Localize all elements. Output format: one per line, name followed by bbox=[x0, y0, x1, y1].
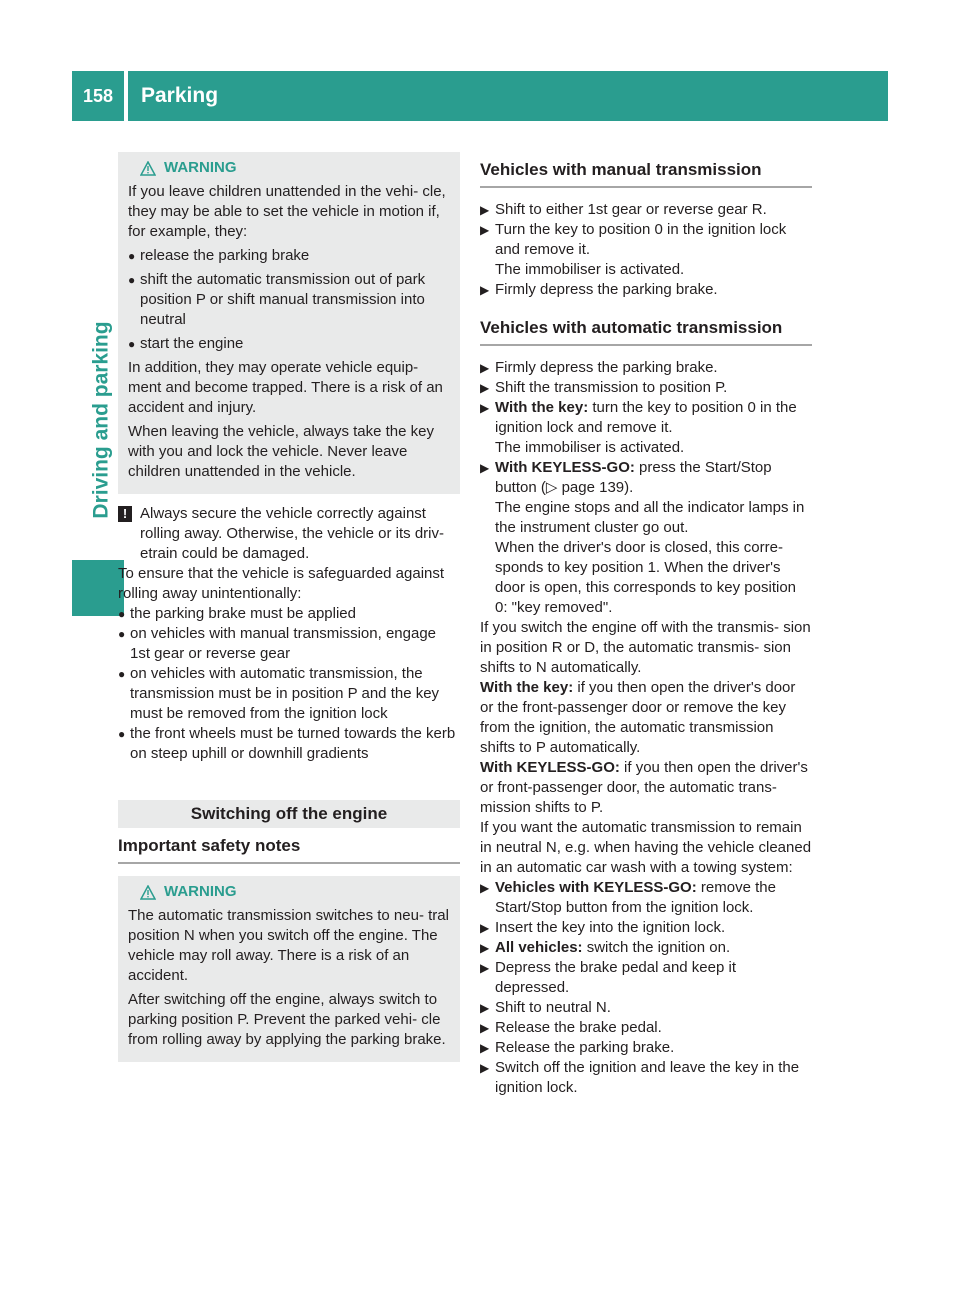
bullet-dot-icon: ● bbox=[118, 727, 126, 741]
arrow-step-icon: ▶ bbox=[480, 361, 490, 375]
list-item-text: on vehicles with automatic transmission, the transmission must be in position P and the key must be removed from the ignition lock bbox=[130, 665, 440, 722]
arrow-step-icon: ▶ bbox=[480, 461, 490, 475]
step-text: Switch off the ignition and leave the key in the ignition lock. bbox=[495, 1059, 800, 1096]
step-text: Firmly depress the parking brake. bbox=[495, 359, 718, 376]
step-item bbox=[480, 1018, 812, 1038]
step-item bbox=[480, 220, 812, 280]
arrow-step-icon: ▶ bbox=[480, 283, 490, 297]
list-item-text: shift the automatic transmission out of park position P or shift manual transmission into neutral bbox=[140, 271, 426, 328]
side-tab-block bbox=[72, 560, 124, 616]
step-lead: Vehicles with KEYLESS-GO: bbox=[495, 879, 697, 896]
step-lead: With the key: bbox=[495, 399, 589, 416]
arrow-step-icon: ▶ bbox=[480, 381, 490, 395]
warning-triangle-icon bbox=[140, 885, 156, 900]
note-rolling-away bbox=[118, 504, 460, 564]
arrow-step-icon: ▶ bbox=[480, 401, 490, 415]
bullet-dot-icon: ● bbox=[118, 667, 126, 681]
paragraph: If you switch the engine off with the transmis- sion in position R or D, the automatic transmis- sion shifts to N automatically. bbox=[480, 619, 811, 676]
step-item bbox=[480, 398, 812, 458]
paragraph-lead: With the key: bbox=[480, 679, 574, 696]
step-item bbox=[480, 458, 812, 618]
arrow-step-icon: ▶ bbox=[480, 941, 490, 955]
step-item bbox=[480, 918, 812, 938]
step-text: Shift to either 1st gear or reverse gear R. bbox=[495, 201, 767, 218]
list-item-text: the parking brake must be applied bbox=[130, 605, 356, 622]
list-item-text: the front wheels must be turned towards the kerb on steep uphill or downhill gradients bbox=[130, 725, 456, 762]
paragraph-text: if you then open the driver's door or the front-passenger door or remove the key from the ignition, the automatic transmission shifts to P automatically. bbox=[480, 679, 796, 756]
step-item bbox=[480, 938, 812, 958]
step-item bbox=[480, 378, 812, 398]
subheading: Important safety notes bbox=[118, 828, 460, 864]
paragraph bbox=[480, 678, 812, 758]
arrow-step-icon: ▶ bbox=[480, 1021, 490, 1035]
step-text: Release the brake pedal. bbox=[495, 1019, 662, 1036]
warning-triangle-icon bbox=[140, 161, 156, 176]
step-item bbox=[480, 998, 812, 1018]
arrow-step-icon: ▶ bbox=[480, 203, 490, 217]
left-column bbox=[118, 152, 460, 1062]
warning-header bbox=[140, 882, 450, 902]
step-item bbox=[480, 280, 812, 300]
arrow-step-icon: ▶ bbox=[480, 1041, 490, 1055]
step-text: Shift to neutral N. bbox=[495, 999, 611, 1016]
step-text: Shift the transmission to position P. bbox=[495, 379, 728, 396]
page-number: 158 bbox=[82, 85, 114, 106]
step-result: The immobiliser is activated. bbox=[495, 439, 685, 456]
list-item bbox=[118, 664, 460, 724]
list-item bbox=[128, 246, 450, 266]
warning-title: WARNING bbox=[164, 883, 237, 900]
paragraph-lead: With KEYLESS-GO: bbox=[480, 759, 620, 776]
header-divider bbox=[124, 71, 128, 121]
step-text: turn the key to position 0 in the ignition lock and remove it. bbox=[495, 399, 797, 436]
list-item bbox=[118, 624, 460, 664]
warning-paragraph: When leaving the vehicle, always take the key with you and lock the vehicle. Never leave children unattended in the vehicle. bbox=[128, 423, 434, 480]
page-title: Parking bbox=[141, 84, 219, 107]
arrow-step-icon: ▶ bbox=[480, 223, 490, 237]
step-text: Firmly depress the parking brake. bbox=[495, 281, 718, 298]
step-text: press the Start/Stop button (▷ page 139). bbox=[495, 459, 772, 496]
note-text: Always secure the vehicle correctly against rolling away. Otherwise, the vehicle or its driv- etrain could be damaged. bbox=[140, 505, 444, 562]
step-item bbox=[480, 1058, 812, 1098]
arrow-step-icon: ▶ bbox=[480, 881, 490, 895]
exclamation-icon: ! bbox=[118, 506, 132, 522]
section-title: Switching off the engine bbox=[118, 800, 460, 828]
warning-paragraph: After switching off the engine, always switch to parking position P. Prevent the parked vehi- cle from rolling away by applying the parking brake. bbox=[128, 991, 446, 1048]
list-item-text: on vehicles with manual transmission, engage 1st gear or reverse gear bbox=[130, 625, 436, 662]
bullet-dot-icon: ● bbox=[118, 607, 126, 621]
step-item bbox=[480, 958, 812, 998]
arrow-step-icon: ▶ bbox=[480, 921, 490, 935]
bullet-dot-icon: ● bbox=[128, 273, 136, 287]
arrow-step-icon: ▶ bbox=[480, 1001, 490, 1015]
step-text: switch the ignition on. bbox=[586, 939, 731, 956]
intro-paragraph: To ensure that the vehicle is safeguarded against rolling away unintentionally: bbox=[118, 565, 445, 602]
step-item bbox=[480, 358, 812, 378]
step-text: Depress the brake pedal and keep it depressed. bbox=[495, 959, 736, 996]
step-text: Release the parking brake. bbox=[495, 1039, 675, 1056]
bullet-dot-icon: ● bbox=[128, 249, 136, 263]
warning-header bbox=[140, 158, 450, 178]
list-item bbox=[128, 334, 450, 354]
paragraph-text: if you then open the driver's or front-passenger door, the automatic trans- mission shifts to P. bbox=[480, 759, 808, 816]
arrow-step-icon: ▶ bbox=[480, 961, 490, 975]
list-item-text: release the parking brake bbox=[140, 247, 310, 264]
paragraph: If you want the automatic transmission to remain in neutral N, e.g. when having the vehicle cleaned in an automatic car wash with a towing system: bbox=[480, 819, 812, 876]
arrow-step-icon: ▶ bbox=[480, 1061, 490, 1075]
warning-box-children bbox=[118, 152, 460, 494]
right-column bbox=[480, 152, 812, 1098]
list-item-text: start the engine bbox=[140, 335, 244, 352]
side-section-label-text: Driving and parking bbox=[90, 321, 114, 519]
list-item bbox=[128, 270, 450, 330]
step-item bbox=[480, 1038, 812, 1058]
heading-automatic-transmission: Vehicles with automatic transmission bbox=[480, 310, 812, 346]
warning-title: WARNING bbox=[164, 159, 237, 176]
step-text: remove the Start/Stop button from the ignition lock. bbox=[495, 879, 776, 916]
list-item bbox=[118, 604, 460, 624]
step-lead: With KEYLESS-GO: bbox=[495, 459, 635, 476]
step-item bbox=[480, 200, 812, 220]
paragraph bbox=[480, 758, 812, 818]
step-result: The immobiliser is activated. bbox=[495, 261, 685, 278]
step-text: Insert the key into the ignition lock. bbox=[495, 919, 726, 936]
list-item bbox=[118, 724, 460, 764]
step-result: The engine stops and all the indicator lamps in the instrument cluster go out. bbox=[495, 499, 805, 536]
side-section-label bbox=[82, 300, 122, 540]
step-text: Turn the key to position 0 in the ignition lock and remove it. bbox=[495, 221, 787, 258]
step-result: When the driver's door is closed, this corre- sponds to key position 1. When the driver's door is open, this corresponds to key position 0: "key removed". bbox=[495, 539, 797, 616]
step-item bbox=[480, 878, 812, 918]
warning-paragraph: In addition, they may operate vehicle equip- ment and become trapped. There is a risk of an accident and injury. bbox=[128, 359, 443, 416]
heading-manual-transmission: Vehicles with manual transmission bbox=[480, 152, 812, 188]
step-lead: All vehicles: bbox=[495, 939, 583, 956]
bullet-dot-icon: ● bbox=[128, 337, 136, 351]
warning-box-engine bbox=[118, 876, 460, 1062]
warning-paragraph: The automatic transmission switches to neu- tral position N when you switch off the engine. The vehicle may roll away. There is a risk of an accident. bbox=[128, 907, 449, 984]
bullet-dot-icon: ● bbox=[118, 627, 126, 641]
warning-intro: If you leave children unattended in the vehi- cle, they may be able to set the vehicle in motion if, for example, they: bbox=[128, 183, 446, 240]
